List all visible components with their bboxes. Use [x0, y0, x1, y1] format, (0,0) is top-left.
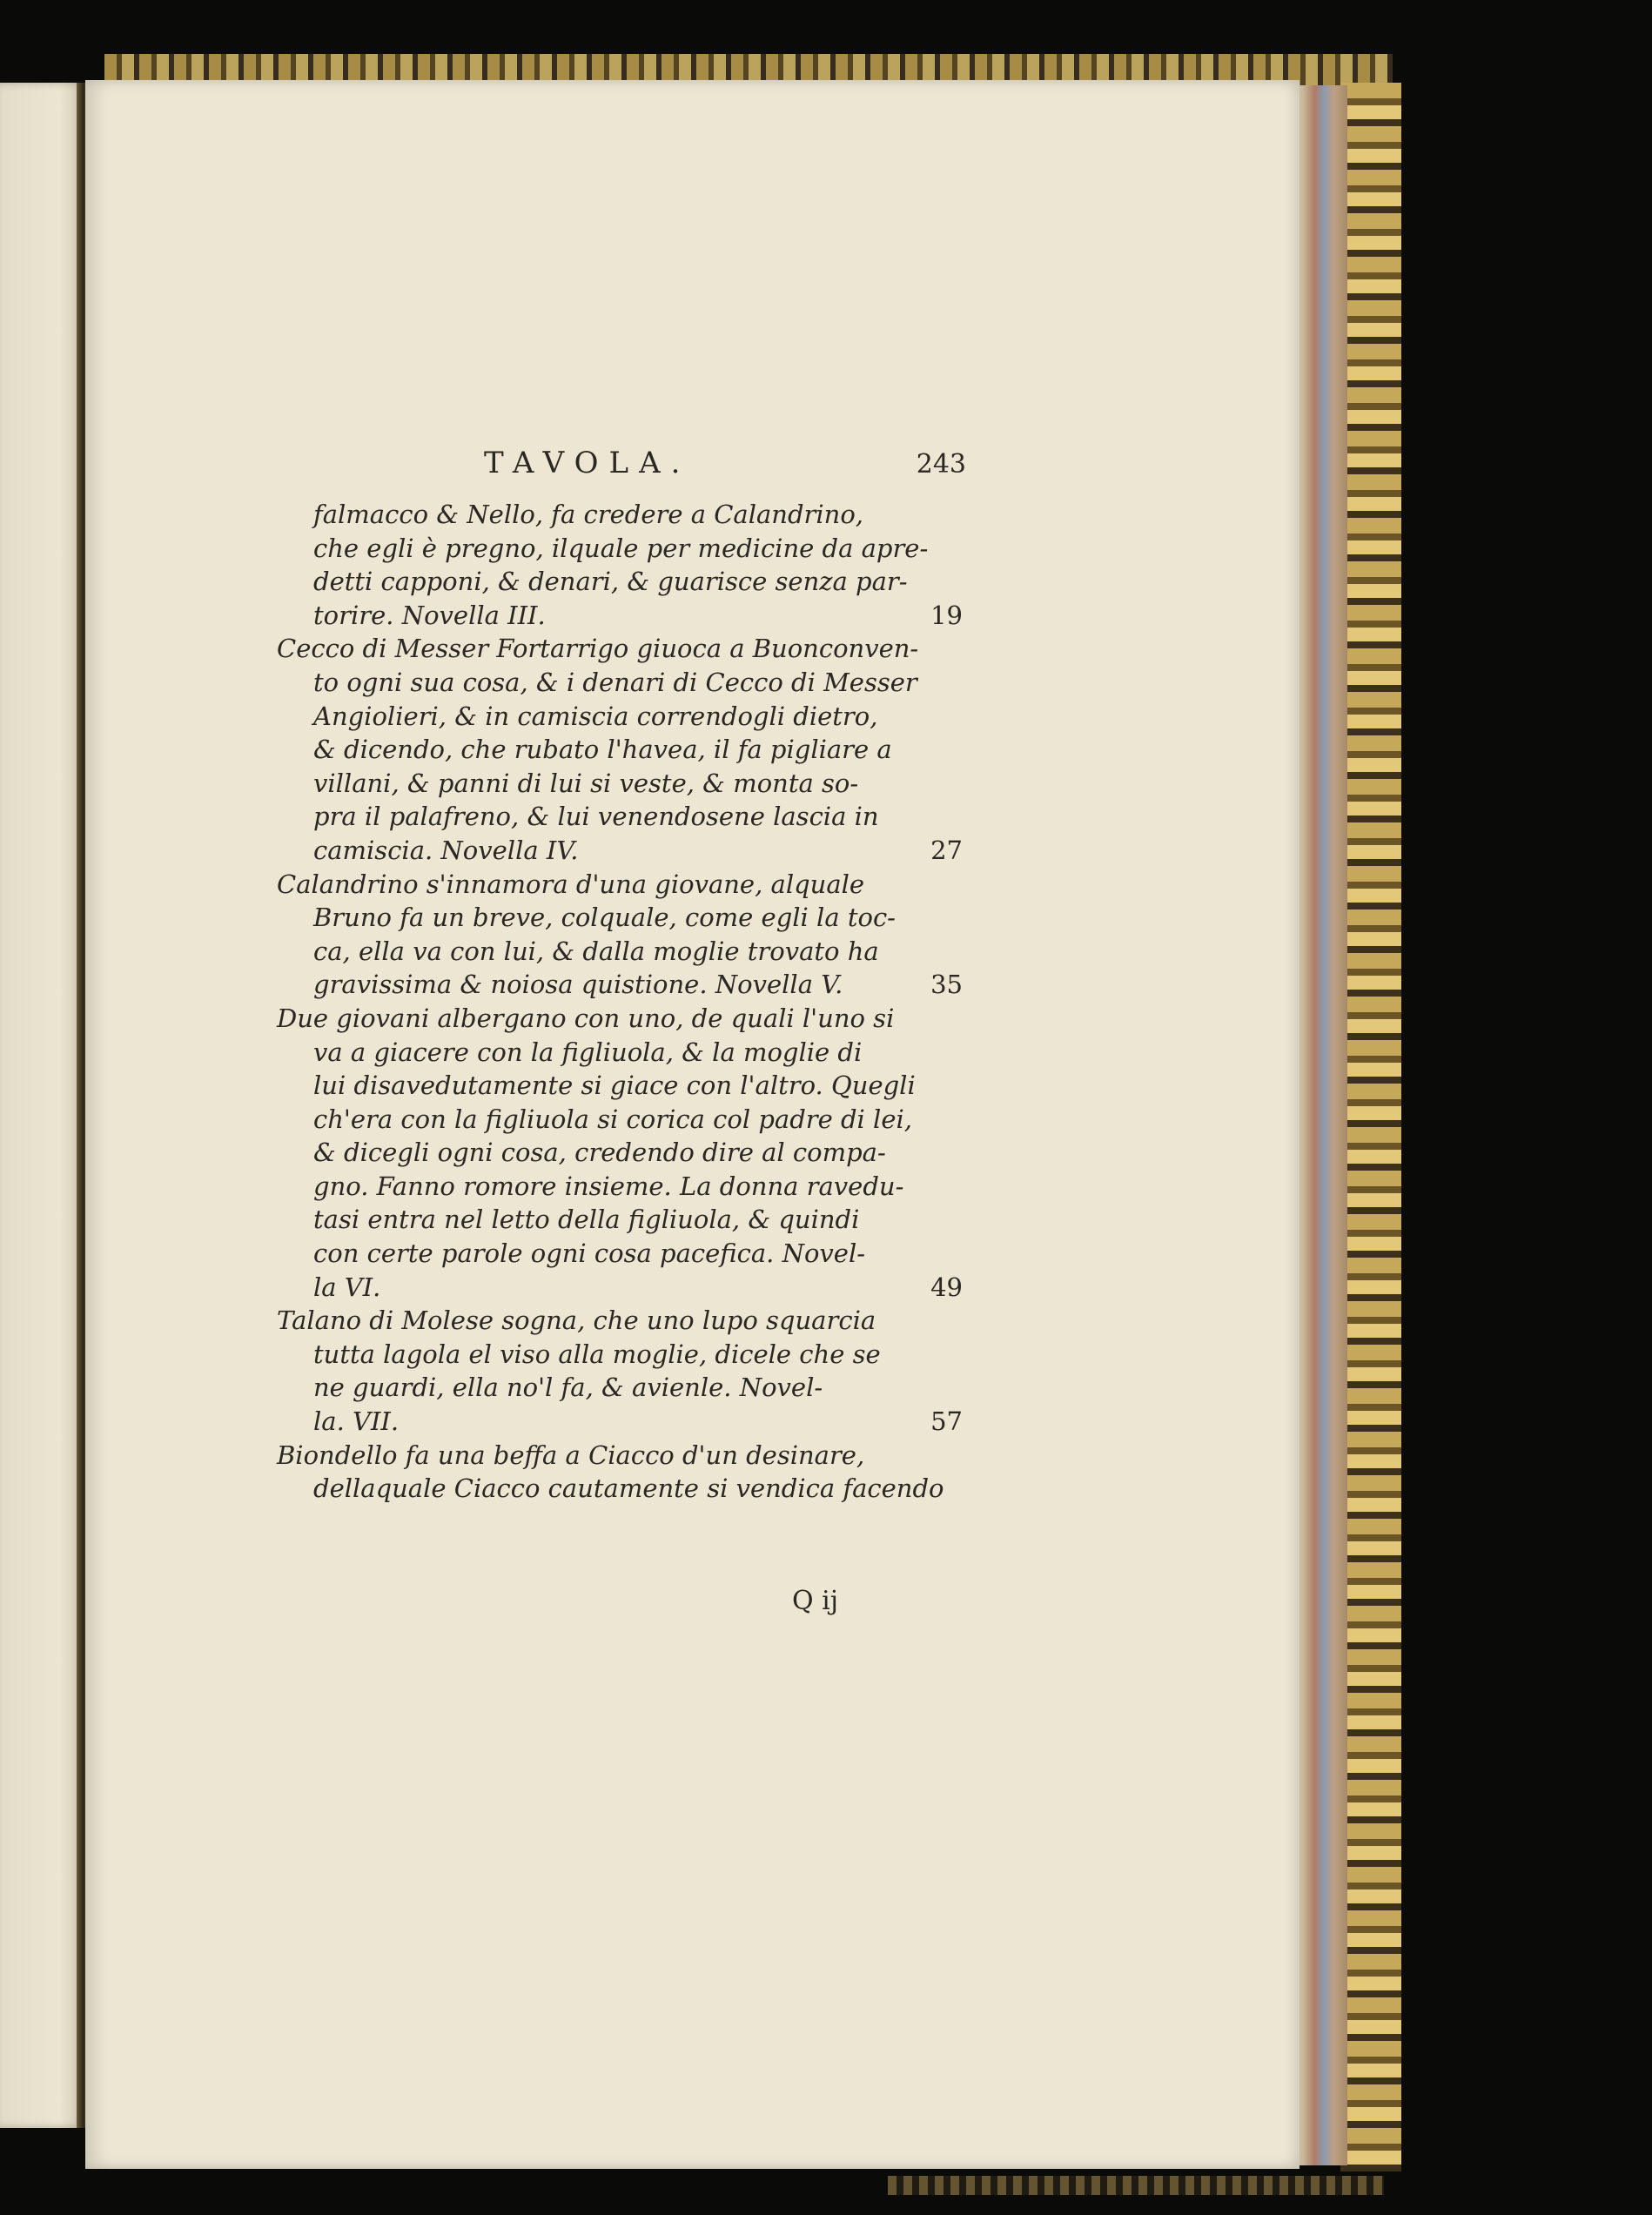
novella-page-reference: 27: [930, 835, 963, 865]
novella-page-reference: 57: [930, 1406, 963, 1437]
text-line: [277, 1203, 964, 1237]
line-text: lui disavedutamente si giace con l'altro. Quegli: [313, 1071, 916, 1101]
page-number: 243: [916, 449, 966, 480]
line-text: & dicendo, che rubato l'havea, il fa pigliare a: [313, 735, 892, 765]
text-line: [277, 1103, 964, 1137]
text-line: [277, 1371, 964, 1405]
line-text: ch'era con la figliuola si corica col padre di lei,: [313, 1104, 912, 1134]
text-line: [277, 935, 964, 969]
line-text: dellaquale Ciacco cautamente si vendica facendo: [313, 1473, 944, 1504]
line-text: Due giovani albergano con uno, de quali l'uno si: [277, 1003, 895, 1033]
line-text: & dicegli ogni cosa, credendo dire al compa-: [313, 1138, 886, 1168]
text-line: [277, 767, 964, 801]
line-text: tutta lagola el viso alla moglie, dicele che se: [313, 1339, 881, 1369]
line-text: la VI.: [313, 1272, 381, 1302]
line-text: to ogni sua cosa, & i denari di Cecco di Messer: [313, 667, 917, 697]
line-text: Biondello fa una beffa a Ciacco d'un desinare,: [277, 1440, 865, 1470]
text-line: [277, 901, 964, 935]
line-text: ca, ella va con lui, & dalla moglie trovato ha: [313, 936, 879, 966]
text-line: [277, 1237, 964, 1271]
text-line: [277, 1002, 964, 1036]
line-text: che egli è pregno, ilquale per medicine da apre-: [313, 533, 929, 563]
text-line: [277, 1338, 964, 1372]
line-text: Cecco di Messer Fortarrigo giuoca a Buonconven-: [277, 634, 919, 664]
text-line: [277, 565, 964, 599]
novella-page-reference: 49: [930, 1272, 963, 1302]
gilt-bottom-border: [888, 2176, 1384, 2195]
line-text: la. VII.: [313, 1406, 400, 1437]
text-line: [277, 1170, 964, 1204]
signature-mark: Q ij: [792, 1586, 839, 1616]
text-line: [277, 498, 964, 532]
running-header: [400, 446, 966, 487]
text-line: [277, 599, 964, 633]
left-page-edge: [0, 83, 85, 2128]
line-text: pra il palafreno, & lui venendosene lascia in: [313, 802, 879, 832]
text-line: [277, 968, 964, 1002]
text-line: [277, 800, 964, 834]
table-of-contents-entries: [277, 498, 964, 1506]
line-text: Calandrino s'innamora d'una giovane, alquale: [277, 869, 865, 899]
text-line: [277, 632, 964, 666]
line-text: Talano di Molese sogna, che uno lupo squarcia: [277, 1306, 876, 1336]
text-line: [277, 700, 964, 734]
text-line: [277, 1136, 964, 1170]
text-line: [277, 666, 964, 700]
line-text: ne guardi, ella no'l fa, & avienle. Novel-: [313, 1373, 823, 1403]
line-text: torire. Novella III.: [313, 600, 546, 630]
novella-page-reference: 19: [930, 600, 963, 630]
line-text: tasi entra nel letto della figliuola, & quindi: [313, 1205, 860, 1235]
line-text: Bruno fa un breve, colquale, come egli la toc-: [313, 903, 896, 933]
text-line: [277, 1036, 964, 1070]
text-line: [277, 1069, 964, 1103]
line-text: villani, & panni di lui si veste, & monta so-: [313, 768, 859, 798]
text-line: [277, 834, 964, 868]
text-line: [277, 1472, 964, 1506]
line-text: camiscia. Novella IV.: [313, 835, 579, 865]
line-text: gravissima & noiosa quistione. Novella V.: [313, 970, 843, 1000]
text-line: [277, 1405, 964, 1439]
novella-page-reference: 35: [930, 970, 963, 1000]
line-text: con certe parole ogni cosa pacefica. Novel-: [313, 1238, 866, 1269]
text-line: [277, 1271, 964, 1305]
line-text: va a giacere con la figliuola, & la moglie di: [313, 1037, 863, 1067]
line-text: Angiolieri, & in camiscia correndogli dietro,: [313, 701, 878, 731]
text-line: [277, 1304, 964, 1338]
text-line: [277, 1439, 964, 1473]
running-title: TAVOLA.: [484, 446, 691, 480]
gilt-spine-edge: [1340, 83, 1401, 2171]
line-text: falmacco & Nello, fa credere a Calandrino,: [313, 500, 864, 529]
line-text: gno. Fanno romore insieme. La donna ravedu-: [313, 1171, 904, 1201]
text-line: [277, 532, 964, 566]
text-line: [277, 868, 964, 902]
text-line: [277, 733, 964, 767]
line-text: detti capponi, & denari, & guarisce senza par-: [313, 567, 908, 597]
